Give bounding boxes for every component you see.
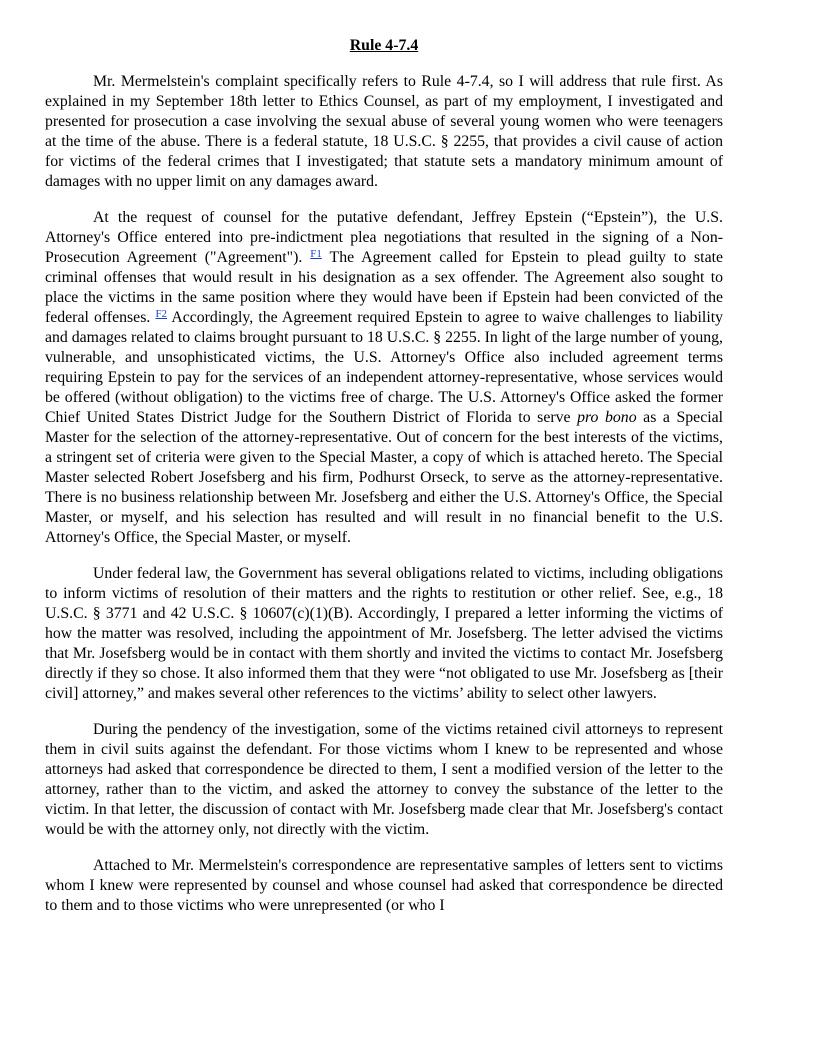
paragraph-2-text-b: The Agreement called for Epstein to plead guilty to state criminal offenses that would result in his designation as a sex offender. The Agreement also sought to place the victims in the same position where they would have been if Epstein had been convicted of the federal offenses. <box>45 249 723 326</box>
pro-bono-italic: pro bono <box>577 409 637 426</box>
footnote-link-f2[interactable]: F2 <box>155 308 168 320</box>
paragraph-1: Mr. Mermelstein's complaint specifically refers to Rule 4-7.4, so I will address that rule first. As explained in my September 18th letter to Ethics Counsel, as part of my employment, I investigated and presented for prosecution a case involving the sexual abuse of several young women who were teenagers at the time of the abuse. There is a federal statute, 18 U.S.C. § 2255, that provides a civil cause of action for victims of the federal crimes that I investigated; that statute sets a mandatory minimum amount of damages with no upper limit on any damages award. <box>45 73 723 190</box>
section-title: Rule 4-7.4 <box>349 37 419 54</box>
paragraph-2-text-d: as a Special Master for the selection of the attorney-representative. Out of concern for the best interests of the victims, a stringent set of criteria were given to the Special Master, a copy of which is attached hereto. The Special Master selected Robert Josefsberg and his firm, Podhurst Orseck, to serve as the attorney-representative. There is no business relationship between Mr. Josefsberg and either the U.S. Attorney's Office, the Special Master, or myself, and his selection has resulted and will result in no financial benefit to the U.S. Attorney's Office, the Special Master, or myself. <box>45 409 723 546</box>
document-page <box>45 36 723 932</box>
paragraph-4: During the pendency of the investigation, some of the victims retained civil attorneys to represent them in civil suits against the defendant. For those victims whom I knew to be represented and whose attorneys had asked that correspondence be directed to them, I sent a modified version of the letter to the attorney, rather than to the victim, and asked the attorney to convey the substance of the letter to the victim. In that letter, the discussion of contact with Mr. Josefsberg made clear that Mr. Josefsberg's contact would be with the attorney only, not directly with the victim. <box>45 721 723 838</box>
footnote-link-f1[interactable]: F1 <box>310 248 322 260</box>
paragraph-5: Attached to Mr. Mermelstein's correspondence are representative samples of letters sent to victims whom I knew were represented by counsel and whose counsel had asked that correspondence be directed to them and to those victims who were unrepresented (or who I <box>45 857 723 914</box>
paragraph-3: Under federal law, the Government has several obligations related to victims, including obligations to inform victims of resolution of their matters and the rights to restitution or other relief. See, e.g., 18 U.S.C. § 3771 and 42 U.S.C. § 10607(c)(1)(B). Accordingly, I prepared a letter informing the victims of how the matter was resolved, including the appointment of Mr. Josefsberg. The letter advised the victims that Mr. Josefsberg would be in contact with them shortly and invited the victims to contact Mr. Josefsberg directly if they so chose. It also informed them that they were “not obligated to use Mr. Josefsberg as [their civil] attorney,” and makes several other references to the victims’ ability to select other lawyers. <box>45 565 723 702</box>
paragraph-2-text-a: At the request of counsel for the putative defendant, Jeffrey Epstein (“Epstein”), the U.S. Attorney's Office entered into pre-indictment plea negotiations that resulted in the signing of a Non-Prosecution Agreement ("Agreement"). <box>45 209 723 266</box>
paragraph-2 <box>45 208 723 548</box>
paragraph-2-text-c: Accordingly, the Agreement required Epstein to agree to waive challenges to liability and damages related to claims brought pursuant to 18 U.S.C. § 2255. In light of the large number of young, vulnerable, and unsophisticated victims, the U.S. Attorney's Office also included agreement terms requiring Epstein to pay for the services of an independent attorney-representative, whose services would be offered (without obligation) to the victims free of charge. The U.S. Attorney's Office asked the former Chief United States District Judge for the Southern District of Florida to serve <box>45 309 723 426</box>
